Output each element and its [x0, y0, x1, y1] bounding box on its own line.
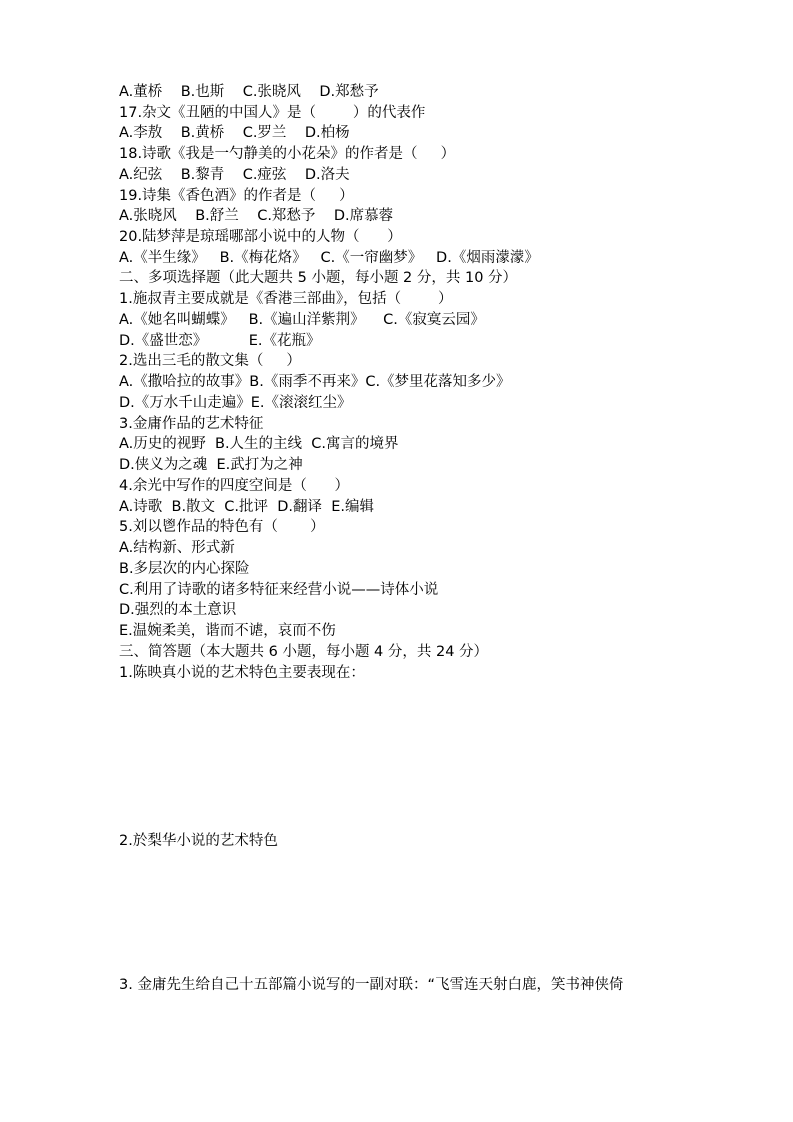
mc5-option-b: B.多层次的内心探险	[119, 561, 250, 577]
mc3-options-b: D.侠义为之魂 E.武打为之神	[119, 457, 303, 473]
mc3-options-a: A.历史的视野 B.人生的主线 C.寓言的境界	[119, 436, 399, 452]
mc5-option-e: E.温婉柔美，谐而不谑，哀而不伤	[119, 623, 336, 639]
q18-question: 18.诗歌《我是一勺静美的小花朵》的作者是（ ）	[119, 146, 456, 162]
mc1-options-a: A.《她名叫蝴蝶》 B.《遍山洋紫荆》 C.《寂寞云园》	[119, 312, 485, 328]
mc5-option-d: D.强烈的本土意识	[119, 602, 237, 618]
mc2-question: 2.选出三毛的散文集（ ）	[119, 353, 301, 369]
sa1-question: 1.陈映真小说的艺术特色主要表现在：	[119, 665, 365, 681]
mc4-options: A.诗歌 B.散文 C.批评 D.翻译 E.编辑	[119, 499, 374, 515]
q20-options: A.《半生缘》 B.《梅花烙》 C.《一帘幽梦》 D.《烟雨濛濛》	[119, 250, 539, 266]
q17-options: A.李敖 B.黄桥 C.罗兰 D.柏杨	[119, 125, 350, 141]
mc5-question: 5.刘以鬯作品的特色有（ ）	[119, 519, 325, 535]
mc3-question: 3.金庸作品的艺术特征	[119, 416, 264, 432]
sa3-question: 3. 金庸先生给自己十五部篇小说写的一副对联：“飞雪连天射白鹿，笑书神侠倚	[119, 977, 624, 993]
section-3-heading: 三、简答题（本大题共 6 小题，每小题 4 分，共 24 分）	[119, 644, 489, 660]
mc5-option-a: A.结构新、形式新	[119, 540, 235, 556]
mc2-options-a: A.《撒哈拉的故事》B.《雨季不再来》C.《梦里花落知多少》	[119, 374, 511, 390]
mc4-question: 4.余光中写作的四度空间是（ ）	[119, 478, 349, 494]
section-2-heading: 二、多项选择题（此大题共 5 小题，每小题 2 分，共 10 分）	[119, 270, 518, 286]
mc1-options-b: D.《盛世恋》 E.《花瓶》	[119, 333, 321, 349]
q18-options: A.纪弦 B.黎青 C.痖弦 D.洛夫	[119, 167, 350, 183]
q16-options: A.董桥 B.也斯 C.张晓风 D.郑愁予	[119, 84, 379, 100]
sa2-question: 2.於梨华小说的艺术特色	[119, 833, 278, 849]
mc1-question: 1.施叔青主要成就是《香港三部曲》，包括（ ）	[119, 291, 453, 307]
q19-question: 19.诗集《香色酒》的作者是（ ）	[119, 188, 354, 204]
q20-question: 20.陆梦萍是琼瑶哪部小说中的人物（ ）	[119, 229, 402, 245]
mc5-option-c: C.利用了诗歌的诸多特征来经营小说——诗体小说	[119, 582, 439, 598]
q17-question: 17.杂文《丑陋的中国人》是（ ）的代表作	[119, 105, 426, 121]
mc2-options-b: D.《万水千山走遍》E.《滚滚红尘》	[119, 395, 352, 411]
q19-options: A.张晓风 B.舒兰 C.郑愁予 D.席慕蓉	[119, 208, 394, 224]
